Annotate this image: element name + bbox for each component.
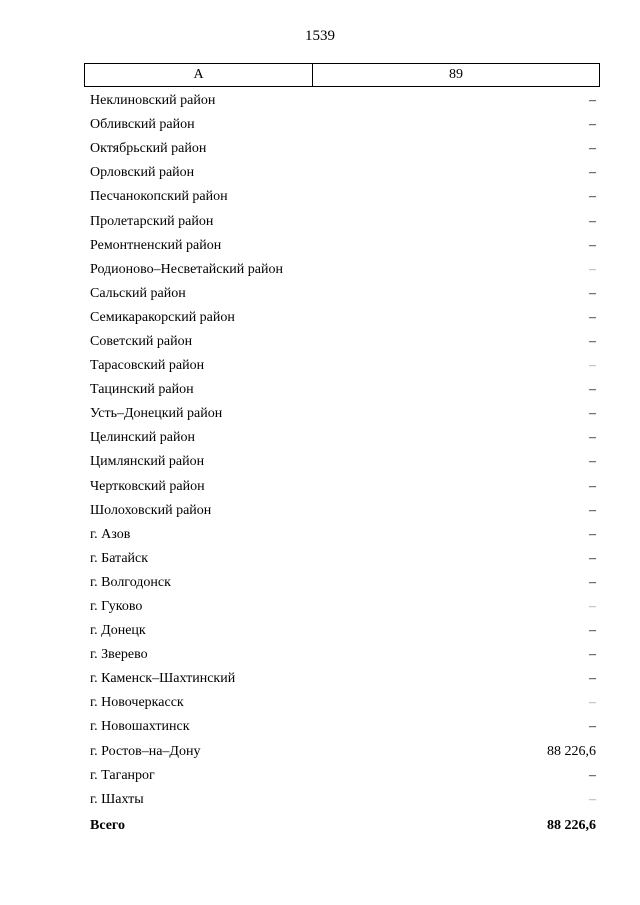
row-value: 88 226,6 <box>547 743 596 759</box>
table-row <box>90 258 596 282</box>
table-row <box>90 667 596 691</box>
table-row <box>90 161 596 185</box>
table-row <box>90 282 596 306</box>
table-row <box>90 643 596 667</box>
row-value: – <box>589 189 596 205</box>
total-value: 88 226,6 <box>547 817 596 833</box>
row-name: г. Шахты <box>90 791 144 807</box>
row-name: Советский район <box>90 333 193 349</box>
row-value: – <box>589 454 596 470</box>
row-name: г. Зверево <box>90 647 148 663</box>
table-row <box>90 619 596 643</box>
table-row <box>90 426 596 450</box>
row-value: – <box>589 430 596 446</box>
row-name: г. Гуково <box>90 599 143 615</box>
row-name: Тацинский район <box>90 382 194 398</box>
row-name: г. Ростов–на–Дону <box>90 743 201 759</box>
row-value: – <box>589 165 596 181</box>
row-name: Усть–Донецкий район <box>90 406 223 422</box>
row-value: – <box>589 382 596 398</box>
row-value: – <box>589 478 596 494</box>
table-row <box>90 740 596 764</box>
table-row <box>90 306 596 330</box>
table-row <box>90 234 596 258</box>
row-value: – <box>589 261 596 277</box>
total-label: Всего <box>90 817 125 833</box>
row-value: – <box>589 647 596 663</box>
column-header-89: 89 <box>449 67 463 82</box>
row-name: Сальский район <box>90 285 186 301</box>
table-row <box>90 89 596 113</box>
row-value: – <box>589 767 596 783</box>
row-value: – <box>589 502 596 518</box>
table-row <box>90 715 596 739</box>
row-name: Орловский район <box>90 165 195 181</box>
table-row <box>90 571 596 595</box>
row-value: – <box>589 358 596 374</box>
row-name: Цимлянский район <box>90 454 205 470</box>
table-row <box>90 691 596 715</box>
row-name: г. Новошахтинск <box>90 719 190 735</box>
table-row <box>90 788 596 812</box>
page-number: 1539 <box>305 28 335 44</box>
row-name: г. Каменск–Шахтинский <box>90 671 236 687</box>
row-value: – <box>589 599 596 615</box>
row-value: – <box>589 671 596 687</box>
table-row <box>90 450 596 474</box>
row-value: – <box>589 213 596 229</box>
row-name: Родионово–Несветайский район <box>90 261 283 277</box>
row-name: Неклиновский район <box>90 93 216 109</box>
table-row <box>90 185 596 209</box>
table-row <box>90 378 596 402</box>
row-value: – <box>589 526 596 542</box>
row-name: г. Азов <box>90 526 131 542</box>
table-row <box>90 113 596 137</box>
row-name: Ремонтненский район <box>90 237 222 253</box>
row-name: г. Новочеркасск <box>90 695 184 711</box>
row-value: – <box>589 574 596 590</box>
row-value: – <box>589 285 596 301</box>
row-name: Октябрьский район <box>90 141 207 157</box>
table-body <box>90 89 596 838</box>
table-row <box>90 499 596 523</box>
row-name: г. Донецк <box>90 623 146 639</box>
row-value: – <box>589 309 596 325</box>
table-row <box>90 764 596 788</box>
row-name: Шолоховский район <box>90 502 212 518</box>
row-name: Тарасовский район <box>90 358 205 374</box>
row-value: – <box>589 406 596 422</box>
row-value: – <box>589 550 596 566</box>
total-row <box>90 814 596 838</box>
table-row <box>90 330 596 354</box>
row-name: Песчанокопский район <box>90 189 228 205</box>
row-name: Чертковский район <box>90 478 205 494</box>
table-row <box>90 523 596 547</box>
row-value: – <box>589 333 596 349</box>
table-row <box>90 137 596 161</box>
row-name: Обливский район <box>90 117 195 133</box>
table-row <box>90 475 596 499</box>
row-name: г. Волгодонск <box>90 574 171 590</box>
table-row <box>90 547 596 571</box>
table-header <box>84 63 600 87</box>
row-name: Семикаракорский район <box>90 309 235 325</box>
row-value: – <box>589 623 596 639</box>
row-value: – <box>589 719 596 735</box>
row-name: Пролетарский район <box>90 213 214 229</box>
row-value: – <box>589 791 596 807</box>
row-name: Целинский район <box>90 430 195 446</box>
row-value: – <box>589 117 596 133</box>
table-row <box>90 402 596 426</box>
row-value: – <box>589 695 596 711</box>
table-row <box>90 354 596 378</box>
table-row <box>90 209 596 233</box>
row-name: г. Таганрог <box>90 767 155 783</box>
table-row <box>90 595 596 619</box>
row-value: – <box>589 237 596 253</box>
column-header-a: А <box>85 64 313 86</box>
row-value: – <box>589 141 596 157</box>
row-name: г. Батайск <box>90 550 149 566</box>
row-value: – <box>589 93 596 109</box>
